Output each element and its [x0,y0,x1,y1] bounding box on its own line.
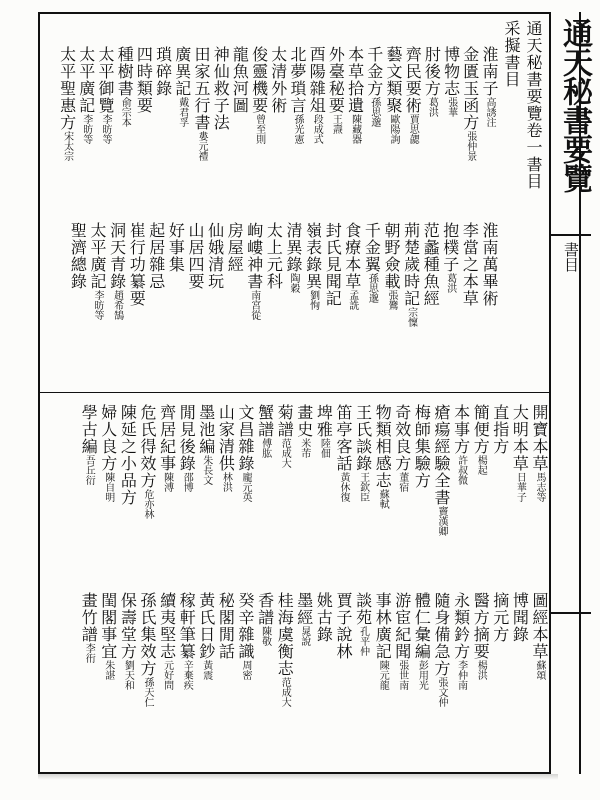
book-title: 峋嶁神書 [244,222,264,290]
book-entry [136,404,158,519]
book-entry [360,222,382,303]
book-author-note: 李昉等 [80,114,92,144]
book-entry [136,592,158,707]
book-author-note: 葛洪 [426,97,438,117]
book-title: 封氏見聞記 [323,222,343,307]
book-author-note: 邵博 [181,472,193,492]
book-author-note: 張華 [445,97,457,117]
book-entry [469,592,491,680]
book-author-note: 陸佃 [318,438,330,458]
book-entry [116,592,138,690]
book-title: 隨身備急方 [432,592,451,677]
book-author-note: 張鷟 [386,290,397,310]
book-author-note: 孫思邈 [368,97,380,127]
book-entry [478,46,500,127]
book-entry [430,592,452,707]
book-title: 四時類要 [134,46,154,114]
book-title: 保壽堂方 [118,592,138,660]
book-author-note: 晁說 [298,626,310,646]
book-entry [508,404,530,502]
book-entry [400,222,422,327]
book-author-note: 張世南 [396,660,408,690]
book-entry [439,222,461,293]
book-title: 墨經 [294,592,314,626]
book-entry [430,404,452,536]
book-entry [175,592,197,690]
book-entry [273,404,295,468]
book-title: 永類鈐方 [451,592,471,660]
book-entry [410,404,432,489]
book-author-note: 周密 [240,660,251,680]
book-entry [420,46,442,117]
book-entry [410,592,432,690]
book-entry [254,404,276,458]
book-title: 體仁彙編 [412,592,432,660]
book-author-note: 婁元禮 [196,131,207,161]
book-entry [113,46,135,127]
book-entry [380,222,402,310]
book-title: 畫史 [294,404,314,438]
book-title: 李當之本草 [460,222,480,307]
book-author-note: 蘇頌 [534,660,545,680]
book-title: 太平聖惠方 [57,46,77,131]
book-title: 墨池編 [196,404,216,455]
book-author-note: 范成大 [279,438,291,468]
book-author-note: 馬志等 [534,472,545,502]
book-author-note: 陳敬 [259,626,271,646]
book-entry [234,404,256,502]
book-title: 姚古錄 [314,592,334,643]
book-author-note: 陶穀 [288,273,299,293]
book-title: 太清外術 [268,46,288,114]
book-author-note: 張仲景 [464,131,476,161]
book-title: 梅師集驗方 [412,404,432,489]
book-entry [267,46,289,114]
book-author-note: 辛棄疾 [181,660,193,690]
book-author-note: 竇漢卿 [436,506,447,536]
book-author-note: 張文仲 [436,677,447,707]
book-entry [302,222,324,310]
fold-mark-bottom [551,612,591,614]
book-entry [190,46,212,161]
book-title: 好事集 [166,222,186,273]
book-title: 田家五行書 [192,46,211,131]
book-entry [145,222,167,290]
book-author-note: 歐陽詢 [388,114,399,144]
book-entry [195,404,217,485]
book-entry [175,404,197,492]
book-author-note: 葛洪 [444,273,456,293]
book-title: 閒見後錄 [177,404,197,472]
book-title: 續夷堅志 [157,592,177,660]
book-title: 范蠡種魚經 [421,222,441,307]
book-title: 仙娥清玩 [205,222,225,290]
book-title: 博聞錄 [510,592,530,643]
book-title: 聖濟總錄 [68,222,88,290]
book-title: 摘元方 [490,592,510,643]
book-author-note: 孫思邈 [366,273,378,303]
book-author-note: 王燾 [330,114,342,134]
book-title: 本草拾遺 [345,46,365,114]
book-title: 直指方 [490,404,510,455]
book-entry [94,46,116,144]
book-entry [125,222,147,307]
book-title: 婦人良方 [98,404,118,472]
book-entry [344,46,366,144]
book-entry [75,46,97,144]
book-author-note: 楊洪 [475,660,487,680]
book-author-note: 陳藏器 [349,114,361,144]
book-title: 金匱玉函方 [460,46,480,131]
book-title: 香譜 [255,592,275,626]
book-title: 桂海虞衡志 [275,592,295,677]
book-entry [508,592,530,643]
book-title: 物類相感志 [373,404,393,489]
book-title: 本事方 [451,404,471,455]
book-author-note: 元好問 [161,660,173,690]
book-title: 秘閣閒話 [216,592,236,660]
page-spine [551,12,591,774]
book-author-note: 陳元龍 [377,660,389,690]
book-entry [77,592,99,663]
book-title: 簡便方 [471,404,491,455]
book-title: 游宦紀聞 [392,592,412,660]
book-entry [262,222,284,290]
book-title: 埤雅 [314,404,334,438]
book-title: 圖經本草 [530,592,549,660]
book-entry [56,46,78,161]
book-title: 洞天青錄 [107,222,127,290]
book-author-note: 吾丘衍 [83,455,95,485]
book-title: 千金翼 [362,222,382,273]
book-entry [97,404,119,502]
book-author-note: 龐元英 [240,472,251,502]
book-author-note: 段成式 [311,114,323,144]
book-title: 太平御覽 [96,46,115,114]
book-entry [254,592,276,646]
book-author-note: 宗懍 [405,307,417,327]
book-entry [156,592,178,690]
book-entry [352,592,374,656]
book-author-note: 李昉等 [92,290,103,320]
book-author-note: 日華子 [514,472,526,502]
book-author-note: 董宿 [396,472,408,492]
book-title: 談苑 [353,592,373,626]
book-author-note: 朱諶 [102,660,114,680]
book-author-note: 俞宗本 [119,97,131,127]
book-title: 太上元科 [264,222,284,290]
book-title: 房屋經 [225,222,245,273]
book-author-note: 蘇軾 [377,489,389,509]
book-author-note: 劉恂 [307,290,319,310]
book-author-note: 許叔微 [455,455,467,485]
book-title: 起居雜忌 [146,222,166,290]
book-entry [234,592,256,680]
book-title: 文昌雜錄 [236,404,255,472]
book-author-note: 賈思勰 [407,114,419,144]
book-entry [401,46,423,144]
book-entry [450,592,472,690]
book-title: 笛亭客話 [334,404,353,472]
book-entry [171,46,193,127]
book-title: 閨閣事宜 [98,592,118,660]
book-title: 山居四要 [186,222,205,290]
book-author-note: 朱長文 [200,455,212,485]
book-entry [282,222,304,293]
book-title: 危氏得效方 [138,404,157,489]
book-title: 藝文類聚 [384,46,403,114]
book-author-note: 黃休復 [338,472,349,502]
book-title: 朝野僉載 [382,222,401,290]
book-entry [332,592,354,660]
book-author-note: 曾至則 [253,114,265,144]
book-title: 學古編 [79,404,99,455]
book-title: 抱樸子 [440,222,460,273]
book-entry [489,404,511,455]
book-title: 瑣碎錄 [153,46,173,97]
book-title: 淮南子 [480,46,499,97]
book-author-note: 陳自明 [102,472,114,502]
book-entry [209,46,231,131]
book-title: 食療本草 [342,222,362,290]
book-entry [86,222,108,320]
book-entry [248,46,270,144]
book-author-note: 李衎 [83,643,95,663]
book-author-note: 李仲南 [455,660,467,690]
book-entry [293,404,315,458]
book-title: 酉陽雜俎 [307,46,327,114]
book-title: 大明本草 [510,404,530,472]
spine-subtitle: 書目 [562,242,580,272]
section-heading: 采擬書目 [502,20,521,88]
book-title: 齊居紀事 [157,404,177,472]
book-entry [478,222,500,307]
book-entry [97,592,119,680]
book-author-note: 孫天仁 [142,677,153,707]
book-author-note: 陳溥 [161,472,173,492]
book-entry [324,46,346,134]
book-entry [371,404,393,509]
book-author-note: 李昉等 [100,114,111,144]
book-author-note: 戴君孚 [176,97,188,127]
book-entry [228,46,250,114]
book-author-note: 王欽臣 [357,472,369,502]
book-entry [489,592,511,643]
book-author-note: 孔平仲 [357,626,369,656]
book-title: 淮南萬畢術 [480,222,499,307]
book-entry [77,404,99,485]
book-entry [132,46,154,114]
book-entry [204,222,226,290]
book-title: 菊譜 [275,404,295,438]
book-entry [341,222,363,310]
book-author-note: 傅肱 [259,438,271,458]
book-entry [214,592,236,660]
book-entry [391,592,413,690]
book-entry [332,404,354,502]
section-divider [38,392,551,393]
book-author-note: 南宮從 [248,290,260,320]
book-title: 賈子說林 [334,592,353,660]
book-title: 事林廣記 [373,592,393,660]
book-title: 北夢瑣言 [288,46,307,114]
book-entry [164,222,186,273]
book-title: 太平廣記 [88,222,107,290]
book-title: 黃氏日鈔 [196,592,216,660]
book-entry [312,592,334,643]
book-entry [116,404,138,506]
book-title: 俊靈機要 [249,46,269,114]
book-title: 開寶本草 [530,404,549,472]
page-edge-shadow [38,774,558,780]
book-title: 肘後方 [422,46,442,97]
book-entry [469,404,491,475]
book-title: 醫方摘要 [471,592,491,660]
book-title: 瘡瘍經驗全書 [432,404,451,506]
book-author-note: 米芾 [298,438,310,458]
book-title: 清異錄 [284,222,303,273]
book-entry [184,222,206,290]
book-title: 嶺表錄異 [303,222,323,290]
book-entry [371,592,393,690]
book-title: 龍魚河圖 [230,46,250,114]
book-entry [352,404,374,502]
book-entry [312,404,334,458]
book-entry [156,404,178,492]
book-author-note: 彭用光 [416,660,428,690]
book-author-note: 危亦林 [142,489,153,519]
book-title: 廣異記 [172,46,192,97]
book-entry [152,46,174,97]
book-entry [106,222,128,320]
book-entry [66,222,88,290]
book-entry [195,592,217,680]
book-entry [459,46,481,161]
book-entry [286,46,308,144]
book-title: 癸辛雜識 [236,592,255,660]
book-title: 神仙救子法 [211,46,231,131]
book-author-note: 趙希鵠 [111,290,123,320]
book-author-note: 宋太宗 [61,131,73,161]
book-author-note: 林洪 [220,472,232,492]
book-title: 種樹書 [115,46,135,97]
book-title: 通天秘書要覽卷一書目 [524,20,543,190]
book-entry [391,404,413,492]
book-title: 博物志 [441,46,461,97]
book-title: 王氏談錄 [353,404,373,472]
book-entry [382,46,404,144]
book-title: 畫竹譜 [79,592,99,643]
book-entry [223,222,245,273]
book-entry [440,46,462,117]
book-entry [528,404,550,502]
book-title: 蟹譜 [255,404,275,438]
book-title: 千金方 [364,46,384,97]
book-author-note: 楊起 [475,455,487,475]
book-title: 齊民要術 [403,46,423,114]
book-author-note: 孟詵 [346,290,358,310]
book-title: 稼軒筆纂 [177,592,197,660]
spine-title: 通天秘書要覽 [557,18,592,192]
book-entry [528,592,550,680]
book-title: 奇效良方 [392,404,412,472]
book-entry [363,46,385,127]
book-entry [321,222,343,307]
book-author-note: 劉天和 [122,660,134,690]
book-entry [214,404,236,492]
book-entry [273,592,295,707]
book-title: 孫氏集效方 [138,592,157,677]
book-title: 外臺秘要 [326,46,346,114]
book-title: 陳延之小品方 [118,404,138,506]
book-entry [419,222,441,307]
book-entry [243,222,265,320]
book-entry [458,222,480,307]
book-title: 荊楚歲時記 [401,222,421,307]
fold-mark-top [551,234,591,236]
book-author-note: 黃震 [200,660,212,680]
book-entry [450,404,472,485]
book-title: 崔行功纂要 [127,222,147,307]
book-title: 太平廣記 [76,46,96,114]
book-author-note: 范成大 [279,677,291,707]
book-entry [293,592,315,646]
book-author-note: 高誘注 [484,97,495,127]
book-author-note: 孫光憲 [292,114,303,144]
book-entry [305,46,327,144]
book-title: 山家清供 [216,404,236,472]
